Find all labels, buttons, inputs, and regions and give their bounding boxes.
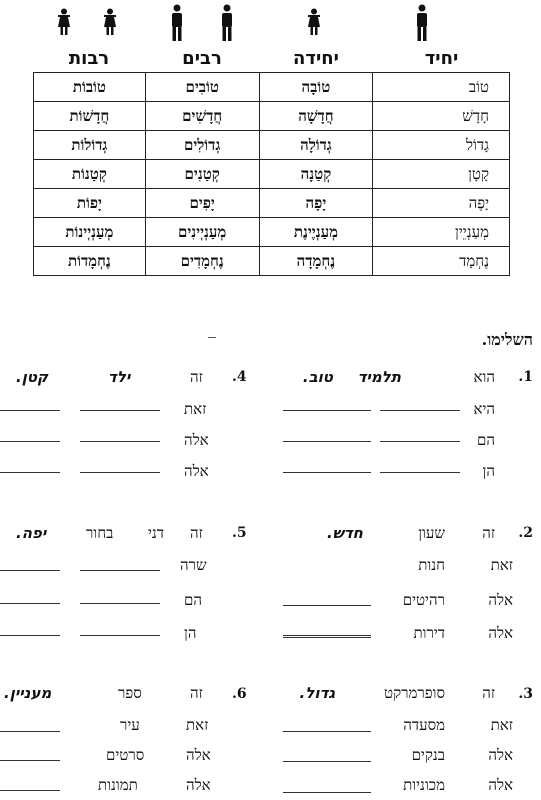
exercise-row-noun: מכוניות [403, 776, 445, 794]
header-plural-masc: רבים [182, 48, 222, 69]
table-cell: גְדוֹלִים [145, 131, 259, 160]
answer-blank[interactable] [0, 570, 60, 571]
exercise-row-label: אלה [184, 431, 209, 449]
answer-blank[interactable] [0, 441, 60, 442]
answer-blank[interactable] [283, 410, 371, 411]
exercise-pronoun: זה [482, 524, 495, 542]
answer-blank[interactable] [80, 441, 160, 442]
exercise-row-noun: תמונות [98, 776, 138, 794]
exercise-row-label: אלה [186, 746, 211, 764]
exercise-row-noun: חנות [418, 556, 445, 574]
exercise-row-label: שרה [180, 556, 207, 574]
table-cell: נֶחְמָדָה [259, 247, 373, 276]
answer-blank[interactable] [283, 731, 371, 732]
table-cell: יָפָה [259, 189, 373, 218]
two-females-icon [56, 8, 120, 36]
exercise-row-label: הם [477, 431, 495, 449]
table-cell: גָדוֹל [373, 131, 510, 160]
table-cell: נֶחְמָד [373, 247, 510, 276]
exercise-adjective: טוב. [302, 368, 333, 386]
exercise-row-label: זאת [186, 716, 209, 734]
exercise-adjective: מעניין. [4, 684, 52, 702]
table-cell: גְדוֹלָה [259, 131, 373, 160]
adjective-table [33, 72, 510, 276]
exercise-subject: תלמיד [357, 368, 401, 386]
exercise-subject: בחור [86, 524, 114, 542]
answer-blank[interactable] [283, 472, 371, 473]
table-row [34, 102, 510, 131]
table-row [34, 189, 510, 218]
exercise-number: 1. [518, 369, 533, 385]
answer-blank[interactable] [283, 441, 371, 442]
answer-blank[interactable] [0, 603, 60, 604]
exercise-pronoun: זה [482, 684, 495, 702]
exercise-row-noun: סרטים [106, 746, 145, 764]
answer-blank[interactable] [283, 637, 371, 638]
exercise-number: 6. [232, 686, 247, 702]
exercise-adjective: גדול. [299, 684, 335, 702]
header-singular-masc: יחיד [424, 48, 459, 69]
exercise-adjective: קטן. [16, 368, 49, 386]
header-plural-fem: רבות [68, 48, 110, 69]
table-cell: טוֹב [373, 73, 510, 102]
table-cell: קְטַנָה [259, 160, 373, 189]
exercise-row-label: אלה [488, 624, 513, 642]
table-cell: טוֹבוֹת [34, 73, 146, 102]
answer-blank[interactable] [283, 605, 371, 606]
table-cell: יָפִים [145, 189, 259, 218]
exercise-row-noun: עיר [120, 716, 140, 734]
exercise-row-label: הן [482, 462, 495, 480]
answer-blank[interactable] [0, 760, 60, 761]
table-row [34, 247, 510, 276]
exercise-number: 5. [232, 525, 247, 541]
answer-blank[interactable] [380, 472, 460, 473]
exercise-row-label: אלה [488, 746, 513, 764]
exercise-number: 2. [518, 525, 533, 541]
exercise-row-noun: בנקים [411, 746, 445, 764]
table-cell: טוֹבִים [145, 73, 259, 102]
answer-blank[interactable] [80, 603, 160, 604]
answer-blank[interactable] [80, 472, 160, 473]
answer-blank[interactable] [80, 570, 160, 571]
exercise-row-noun: דירות [413, 624, 445, 642]
answer-blank[interactable] [80, 410, 160, 411]
exercise-row-label: הם [184, 591, 202, 609]
exercise-pronoun: זה [190, 368, 203, 386]
header-singular-fem: יחידה [293, 48, 339, 69]
table-cell: חֲדָשָׁה [259, 102, 373, 131]
exercise-row-label: הן [184, 624, 197, 642]
table-cell: חָדָשׁ [373, 102, 510, 131]
answer-blank[interactable] [283, 635, 371, 636]
table-cell: גְדוֹלוֹת [34, 131, 146, 160]
exercise-row-label: אלה [184, 462, 209, 480]
exercise-row-label: זאת [490, 556, 513, 574]
answer-blank[interactable] [0, 635, 60, 636]
answer-blank[interactable] [80, 635, 160, 636]
table-cell: יָפֶה [373, 189, 510, 218]
table-cell: נֶחְמָדִים [145, 247, 259, 276]
table-cell: קְטַנִים [145, 160, 259, 189]
table-cell: מְעַנְיְינִים [145, 218, 259, 247]
exercise-subject: סופרמרקט [384, 684, 445, 702]
exercise-pronoun: זה [190, 524, 203, 542]
exercise-number: 3. [518, 686, 533, 702]
exercise-row-label: אלה [186, 776, 211, 794]
exercise-row-noun: רהיטים [402, 591, 445, 609]
exercise-adjective: חדש. [326, 524, 363, 542]
single-female-icon [306, 8, 322, 36]
table-cell: קְטַנוֹת [34, 160, 146, 189]
table-cell: יָפוֹת [34, 189, 146, 218]
table-row [34, 131, 510, 160]
answer-blank[interactable] [380, 410, 460, 411]
answer-blank[interactable] [0, 410, 60, 411]
stray-mark [208, 337, 216, 338]
table-cell: מְעַנְיְינוֹת [34, 218, 146, 247]
exercise-pronoun: זה [190, 684, 203, 702]
exercise-row-label: זאת [490, 716, 513, 734]
table-cell: טוֹבָה [259, 73, 373, 102]
exercise-subject: שעון [418, 524, 445, 542]
table-header [33, 48, 510, 69]
table-row [34, 218, 510, 247]
exercise-subject: ילד [108, 368, 131, 386]
answer-blank[interactable] [380, 441, 460, 442]
table-cell: קָטָן [373, 160, 510, 189]
table-cell: מְעַנְיֶינֶת [259, 218, 373, 247]
answer-blank[interactable] [0, 472, 60, 473]
answer-blank[interactable] [0, 790, 60, 791]
table-cell: נֶחְמָדוֹת [34, 247, 146, 276]
answer-blank[interactable] [0, 731, 60, 732]
single-male-icon [413, 4, 431, 42]
exercise-row-noun: מסעדה [403, 716, 445, 734]
exercise-row-label: אלה [488, 591, 513, 609]
table-cell: חֲדָשִׁים [145, 102, 259, 131]
table-row [34, 160, 510, 189]
exercise-name: דני [148, 524, 165, 542]
exercise-subject: ספר [118, 684, 142, 702]
instructions: השלימו. [481, 330, 533, 349]
table-cell: מְעַנְיֵין [373, 218, 510, 247]
exercise-adjective: יפה. [16, 524, 47, 542]
exercise-row-label: זאת [184, 400, 207, 418]
answer-blank[interactable] [283, 761, 371, 762]
table-row [34, 73, 510, 102]
exercise-row-label: היא [473, 400, 495, 418]
exercise-number: 4. [232, 369, 247, 385]
two-males-icon [168, 4, 238, 42]
table-cell: חֲדָשׁוֹת [34, 102, 146, 131]
answer-blank[interactable] [283, 792, 371, 793]
exercise-pronoun: הוא [473, 368, 495, 386]
exercise-row-label: אלה [488, 776, 513, 794]
